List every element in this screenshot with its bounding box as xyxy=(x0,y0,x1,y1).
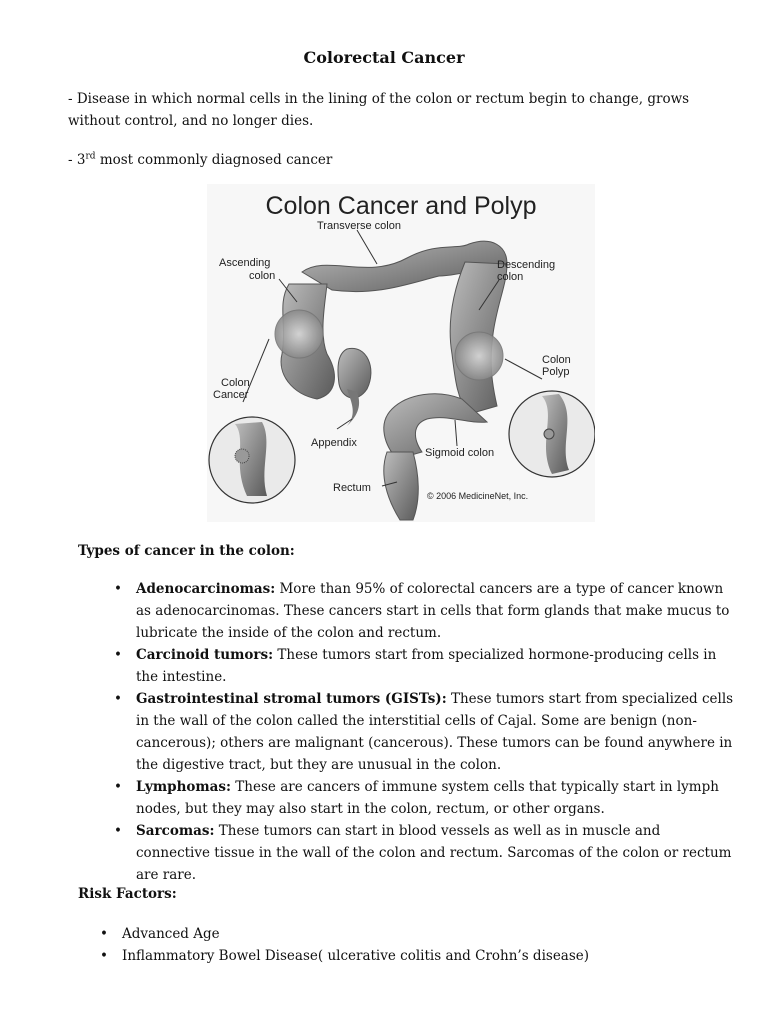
types-list xyxy=(136,578,736,886)
label-descending-1: Descending xyxy=(497,259,556,271)
label-polyp-1: Colon xyxy=(542,354,571,366)
term-gists: Gastrointestinal stromal tumors (GISTs): xyxy=(136,691,447,707)
stat-suffix: most commonly diagnosed cancer xyxy=(95,152,333,168)
list-item-carcinoid xyxy=(136,644,736,688)
tumor-spot xyxy=(235,449,249,463)
label-sigmoid-colon: Sigmoid colon xyxy=(425,447,495,459)
colon-diagram xyxy=(207,184,595,522)
desc-adenocarcinomas: More than 95% of colorectal cancers are a type of cancer known as adenocarcinomas. These cancers start in cells that form glands that make mucus to lubricate the inside of the colon and rectum. xyxy=(136,581,730,641)
risk-item-age: • Advanced Age xyxy=(122,923,722,945)
cecum-shape xyxy=(338,348,371,398)
term-lymphomas: Lymphomas: xyxy=(136,779,232,795)
label-descending-2: colon xyxy=(497,271,524,283)
list-item-sarcomas xyxy=(136,820,736,886)
page-title: Colorectal Cancer xyxy=(303,48,465,67)
sigmoid-leader xyxy=(455,420,457,446)
polyp-highlight-circle xyxy=(455,332,503,380)
list-item-lymphomas xyxy=(136,776,736,820)
list-item-adenocarcinomas xyxy=(136,578,736,644)
risk-heading: Risk Factors: xyxy=(78,886,177,902)
label-ascending-1: Ascending xyxy=(219,257,271,269)
figure-credit: © 2006 MedicineNet, Inc. xyxy=(427,491,529,501)
definition-paragraph: - Disease in which normal cells in the lining of the colon or rectum begin to change, grows without control, and no longer dies. xyxy=(68,91,690,129)
risk-list xyxy=(122,923,722,967)
list-item-gists xyxy=(136,688,736,776)
term-sarcomas: Sarcomas: xyxy=(136,823,215,839)
stat-prefix: - 3 xyxy=(68,152,86,168)
stat-superscript: rd xyxy=(85,151,96,162)
transverse-leader xyxy=(357,230,377,264)
term-adenocarcinomas: Adenocarcinomas: xyxy=(136,581,276,597)
desc-sarcomas: These tumors can start in blood vessels as well as in muscle and connective tissue in the wall of the colon and rectum. Sarcomas of the colon or rectum are rare. xyxy=(136,823,732,883)
label-cancer-1: Colon xyxy=(221,377,250,389)
polyp-leader xyxy=(505,359,542,379)
label-cancer-2: Cancer xyxy=(213,389,249,401)
label-polyp-2: Polyp xyxy=(542,366,570,378)
statistic-paragraph xyxy=(68,149,708,171)
risk-item-ibd: • Inflammatory Bowel Disease( ulcerative colitis and Crohn’s disease) xyxy=(122,945,722,967)
label-transverse-colon: Transverse colon xyxy=(317,220,401,232)
appendix-leader xyxy=(337,419,352,429)
desc-lymphomas: These are cancers of immune system cells that typically start in lymph nodes, but they may also start in the colon, rectum, or other organs. xyxy=(136,779,719,817)
term-carcinoid: Carcinoid tumors: xyxy=(136,647,274,663)
rectum-shape xyxy=(384,452,418,520)
figure-title: Colon Cancer and Polyp xyxy=(265,192,537,220)
cancer-highlight-circle xyxy=(275,310,323,358)
label-ascending-2: colon xyxy=(249,270,276,282)
desc-gists: These tumors start from specialized cells in the wall of the colon called the interstitial cells of Cajal. Some are benign (non-cancerous); others are malignant (cancerous). These tumors can be found anywhere in the digestive tract, but they are unusual in the colon. xyxy=(136,691,734,773)
label-rectum: Rectum xyxy=(333,482,371,494)
types-heading: Types of cancer in the colon: xyxy=(78,543,295,559)
colon-illustration xyxy=(207,184,595,522)
label-appendix: Appendix xyxy=(311,437,357,449)
desc-carcinoid: These tumors start from specialized hormone-producing cells in the intestine. xyxy=(136,647,717,685)
polyp-spot xyxy=(544,429,554,439)
